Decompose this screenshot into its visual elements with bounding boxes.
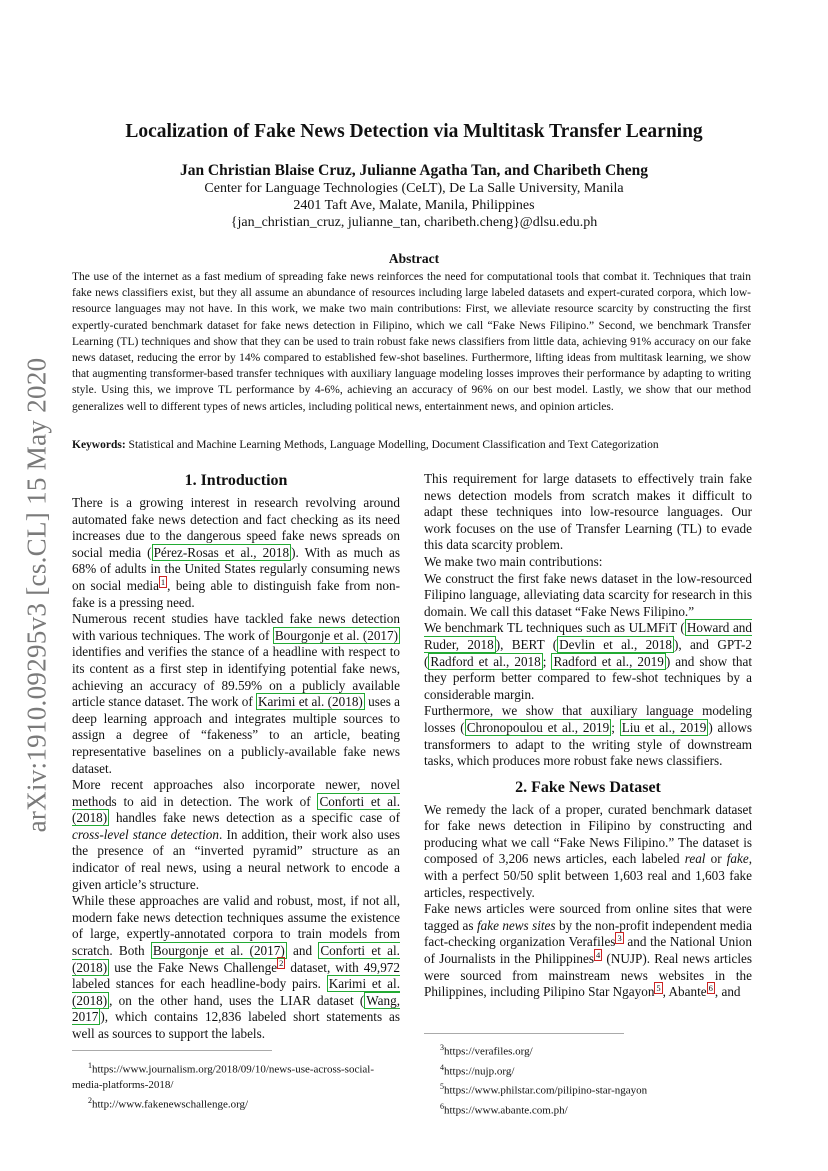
arxiv-sidebar: [0, 0, 60, 1171]
footnote: $^5$https://www.philstar.com/pilipino-star-ngayon: [440, 1082, 648, 1097]
citation-link[interactable]: Devlin et al., 2018: [559, 636, 672, 652]
footnote-ref[interactable]: 5: [656, 982, 661, 993]
dataset-paragraph-1: We remedy the lack of a proper, curated benchmark dataset for fake news detection in Filipino by constructing and producing what we call “Fake News Filipino.” The dataset is composed of 3,206 news articles, each labeled real or fake, with a perfect 50/50 split between 1,603 real and 1,603 fake articles, respectively.: [424, 801, 752, 900]
keywords: [72, 437, 751, 453]
citation-link[interactable]: Pérez-Rosas et al., 2018: [153, 544, 290, 560]
citation-link[interactable]: Radford et al., 2019: [553, 653, 664, 669]
citation-link[interactable]: Conforti et al. (2018): [72, 943, 400, 975]
footnote: $^4$https://nujp.org/: [440, 1062, 515, 1078]
footnote-link[interactable]: http://www.fakenewschallenge.org/: [92, 1098, 249, 1111]
intro-paragraph-5: This requirement for large datasets to effectively train fake news detection models from scratch makes it difficult to adapt these techniques into low-resource languages. Our work focuses on the use of Transfer Learning (TL) to evade this data scarcity problem.: [424, 471, 752, 553]
footnote: $^2$http://www.fakenewschallenge.org/: [88, 1095, 249, 1111]
contribution-2: We benchmark TL techniques such as ULMFiT ( Howard and Ruder, 2018 ), BERT ( Devlin et al., 2018 ), and GPT-2 ( Radford et al., 2018 ; Radford et al., 2019 ) and show that they perform better compared to few-shot techniques by a considerable margin.: [424, 620, 753, 702]
citation-link[interactable]: Howard and Ruder, 2018: [424, 620, 752, 652]
footnote-ref[interactable]: 4: [595, 949, 601, 960]
footnote-ref[interactable]: 2: [279, 958, 284, 969]
footnote-link[interactable]: https://www.philstar.com/pilipino-star-ngayon: [444, 1084, 648, 1097]
citation-link[interactable]: Chronopoulou et al., 2019: [466, 719, 610, 735]
section-2-heading: 2. Fake News Dataset: [515, 778, 661, 796]
contribution-1: We construct the first fake news dataset in the low-resourced Filipino language, alleviating data scarcity for research in this domain. We call this dataset “Fake News Filipino.”: [424, 570, 752, 619]
footnote-ref[interactable]: 1: [160, 576, 166, 587]
intro-paragraph-3: More recent approaches also incorporate newer, novel methods to aid in detection. The work of Conforti et al. (2018) handles fake news detection as a specific case of cross-level stance detection. In addition, their work also uses the presence of an “inverted pyramid” structure as an indicator of real news, using a neural network to encode a given article’s structure.: [72, 777, 400, 892]
footnote: $^6$https://www.abante.com.ph/: [440, 1101, 568, 1117]
intro-paragraph-4: While these approaches are valid and robust, most, if not all, modern fake news detection techniques assume the existence of large, expertly-annotated corpora to train models from scratch. Both Bourgonje et al. (2017) and Conforti et al. (2018) use the Fake News Challenge $^2$ dataset, with 49,972 labeled stances for each headline-body pairs. Karimi et al. (2018) , on the other hand, uses the LIAR dataset ( Wang, 2017 ), which contains 12,836 labeled short statements as well as sources to support the labels.: [72, 893, 400, 1041]
footnote-divider: [72, 1050, 272, 1051]
abstract-heading: Abstract: [388, 251, 440, 266]
footnote-divider: [424, 1033, 624, 1034]
intro-paragraph-6: We make two main contributions:: [424, 553, 603, 569]
affiliation-line-1: Center for Language Technologies (CeLT), De La Salle University, Manila: [204, 181, 624, 196]
intro-paragraph-2: Numerous recent studies have tackled fake news detection with various techniques. The work of Bourgonje et al. (2017) identifies and verifies the stance of a headline with respect to its content as a first step in identifying potential fake news, achieving an accuracy of 89.59% on a publicly available article stance dataset. The work of Karimi et al. (2018) uses a deep learning approach and integrates multiple sources to assign a degree of “fakeness” to an article, beating representative baselines on a publicly-available fake news dataset.: [72, 611, 400, 776]
citation-link[interactable]: Karimi et al. (2018): [72, 976, 400, 1008]
paper-authors: Jan Christian Blaise Cruz, Julianne Agatha Tan, and Charibeth Cheng: [179, 162, 649, 179]
citation-link[interactable]: Bourgonje et al. (2017): [274, 627, 398, 643]
footnote: $^1$https://www.journalism.org/2018/09/10/news-use-across-social-media-platforms-2018/: [72, 1061, 374, 1091]
citation-link[interactable]: Bourgonje et al. (2017): [152, 943, 285, 959]
footnote-ref[interactable]: 3: [617, 933, 622, 944]
footnotes-left: [72, 1058, 400, 1112]
keywords-text: Statistical and Machine Learning Methods, Language Modelling, Document Classification and Text Categorization: [125, 439, 659, 451]
affiliation-line-2: 2401 Taft Ave, Malate, Manila, Philippines: [293, 198, 535, 213]
footnote-link[interactable]: https://verafiles.org/: [444, 1045, 533, 1058]
footnote: $^3$https://verafiles.org/: [440, 1043, 533, 1058]
citation-link[interactable]: Wang, 2017: [72, 992, 400, 1025]
citation-link[interactable]: Karimi et al. (2018): [258, 694, 363, 710]
section-1-heading: 1. Introduction: [184, 472, 288, 489]
left-column: [72, 471, 400, 1043]
arxiv-identifier: arXiv:1910.09295v3 [cs.CL] 15 May 2020: [21, 357, 52, 833]
citation-link[interactable]: Radford et al., 2018: [430, 653, 541, 669]
contribution-3: Furthermore, we show that auxiliary language modeling losses ( Chronopoulou et al., 2019 ; Liu et al., 2019 ) allows transformers to adapt to the writing style of downstream tasks, which produces more robust fake news classifiers.: [424, 703, 752, 769]
keywords-label: Keywords:: [72, 439, 126, 451]
citation-link[interactable]: Liu et al., 2019: [621, 719, 707, 735]
footnote-ref[interactable]: 6: [708, 982, 713, 993]
citation-link[interactable]: Conforti et al. (2018): [72, 793, 400, 826]
abstract-text: The use of the internet as a fast medium of spreading fake news reinforces the need for computational tools that combat it. Techniques that train fake news classifiers exist, but they all assume an abundance of resources including large labeled datasets and expert-curated corpora, which low-resource languages may not have. In this work, we make two main contributions: First, we alleviate resource scarcity by constructing the first expertly-curated benchmark dataset for fake news detection in Filipino, which we call “Fake News Filipino.” Second, we benchmark Transfer Learning (TL) techniques and show that they can be used to train robust fake news classifiers from little data, achieving 91% accuracy on our fake news dataset, reducing the error by 14% compared to established few-shot baselines. Furthermore, lifting ideas from multitask learning, we show that augmenting transformer-based transfer techniques with auxiliary language modeling losses improves their performance by adapting to writing style. Using this, we improve TL performance by 4-6%, achieving an accuracy of 96% on our best model. Lastly, we show that our method generalizes well to different types of news articles, including political news, entertainment news, and opinion articles.: [72, 271, 751, 413]
footnote-link[interactable]: https://www.abante.com.ph/: [444, 1104, 568, 1117]
footnotes-right: [424, 1040, 752, 1119]
dataset-paragraph-2: Fake news articles were sourced from online sites that were tagged as fake news sites by the non-profit independent media fact-checking organization Verafiles $^3$ and the National Union of Journalists in the Philippines $^4$ (NUJP). Real news articles were sourced from mainstream news websites in the Philippines, including Pilipino Star Ngayon $^5$ , Abante $^6$ , and: [424, 901, 752, 1000]
footnote-link[interactable]: https://www.journalism.org/2018/09/10/news-use-across-social-media-platforms-2018/: [72, 1063, 374, 1091]
paper-title: Localization of Fake News Detection via Multitask Transfer Learning: [125, 121, 703, 142]
footnote-link[interactable]: https://nujp.org/: [444, 1065, 515, 1078]
affiliation-emails: {jan_christian_cruz, julianne_tan, charibeth.cheng}@dlsu.edu.ph: [230, 215, 598, 230]
intro-paragraph-1: There is a growing interest in research revolving around automated fake news detection and fact checking as its need increases due to the dangerous speed fake news spreads on social media ( Pérez-Rosas et al., 2018 ). With as much as 68% of adults in the United States regularly consuming news on social media $^1$ , being able to distinguish fake from non-fake is a pressing need.: [72, 495, 401, 610]
right-column: [424, 471, 752, 1001]
